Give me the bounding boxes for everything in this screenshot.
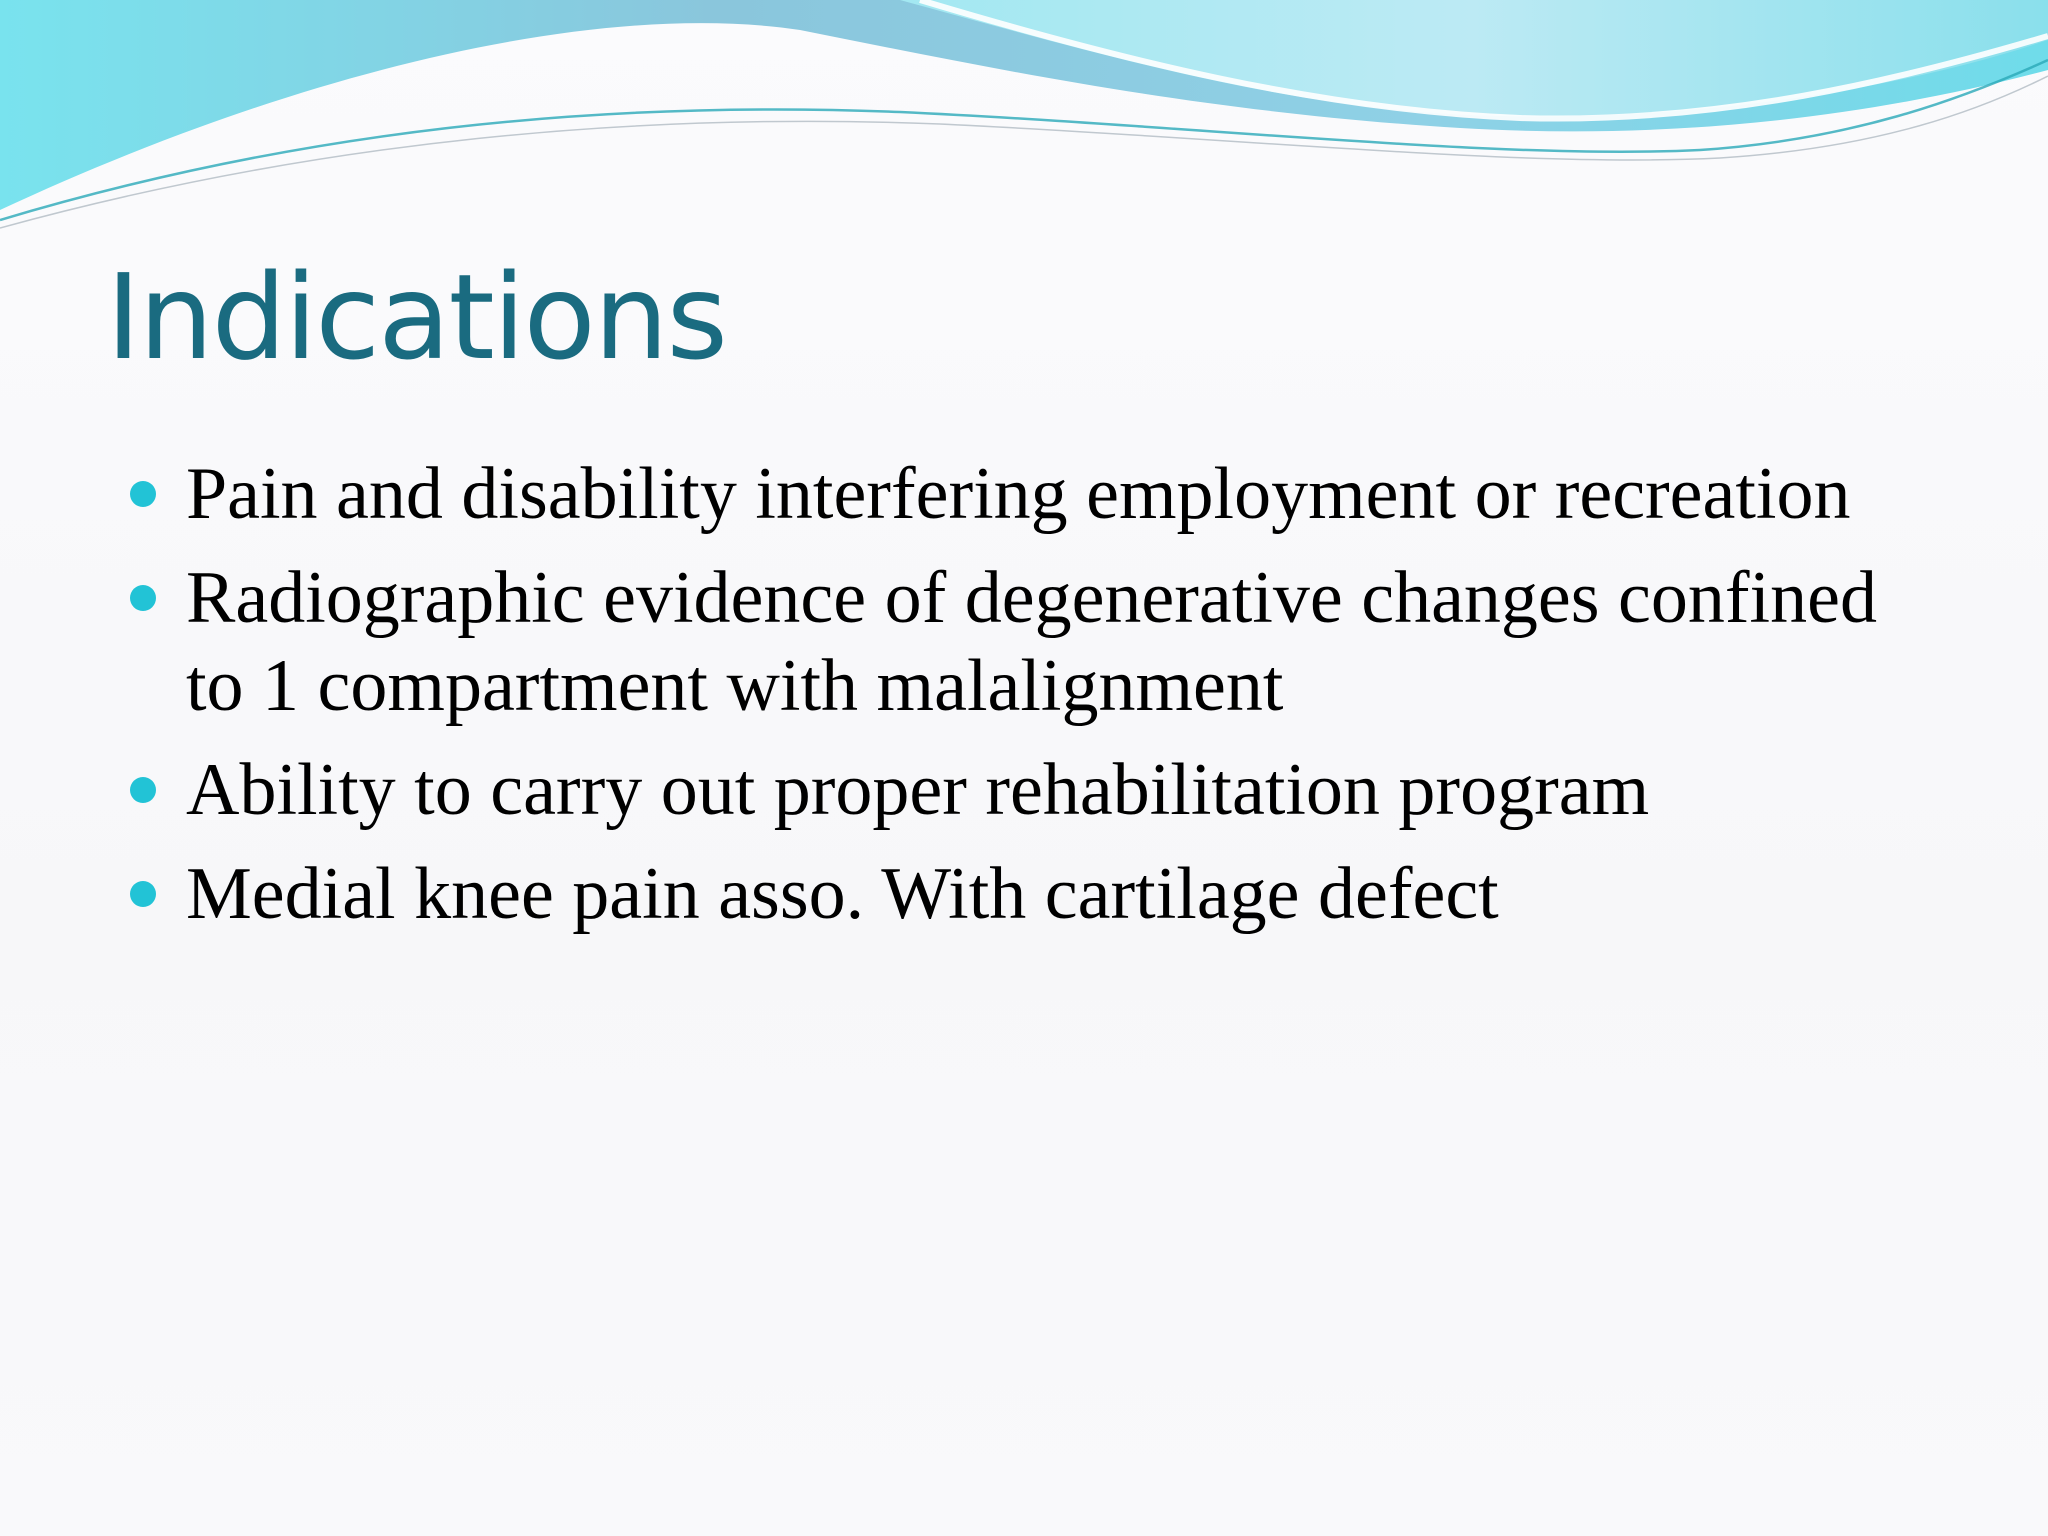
circle-bullet-icon (130, 585, 156, 611)
bullet-text: Medial knee pain asso. With cartilage defect (186, 853, 1499, 935)
circle-bullet-icon (130, 777, 156, 803)
bullet-text: Ability to carry out proper rehabilitation program (186, 749, 1650, 831)
circle-bullet-icon (130, 481, 156, 507)
slide-title: Indications (106, 248, 726, 386)
bullet-item (130, 850, 1950, 938)
bullet-item (130, 450, 1950, 538)
circle-bullet-icon (130, 881, 156, 907)
bullet-text: Pain and disability interfering employment or recreation (186, 453, 1851, 535)
bullet-item (130, 554, 1950, 730)
bullet-list (130, 450, 1950, 954)
bullet-item (130, 746, 1950, 834)
header-wave-decoration (0, 0, 2048, 240)
bullet-text: Radiographic evidence of degenerative changes confined to 1 compartment with malalignment (186, 557, 1877, 727)
